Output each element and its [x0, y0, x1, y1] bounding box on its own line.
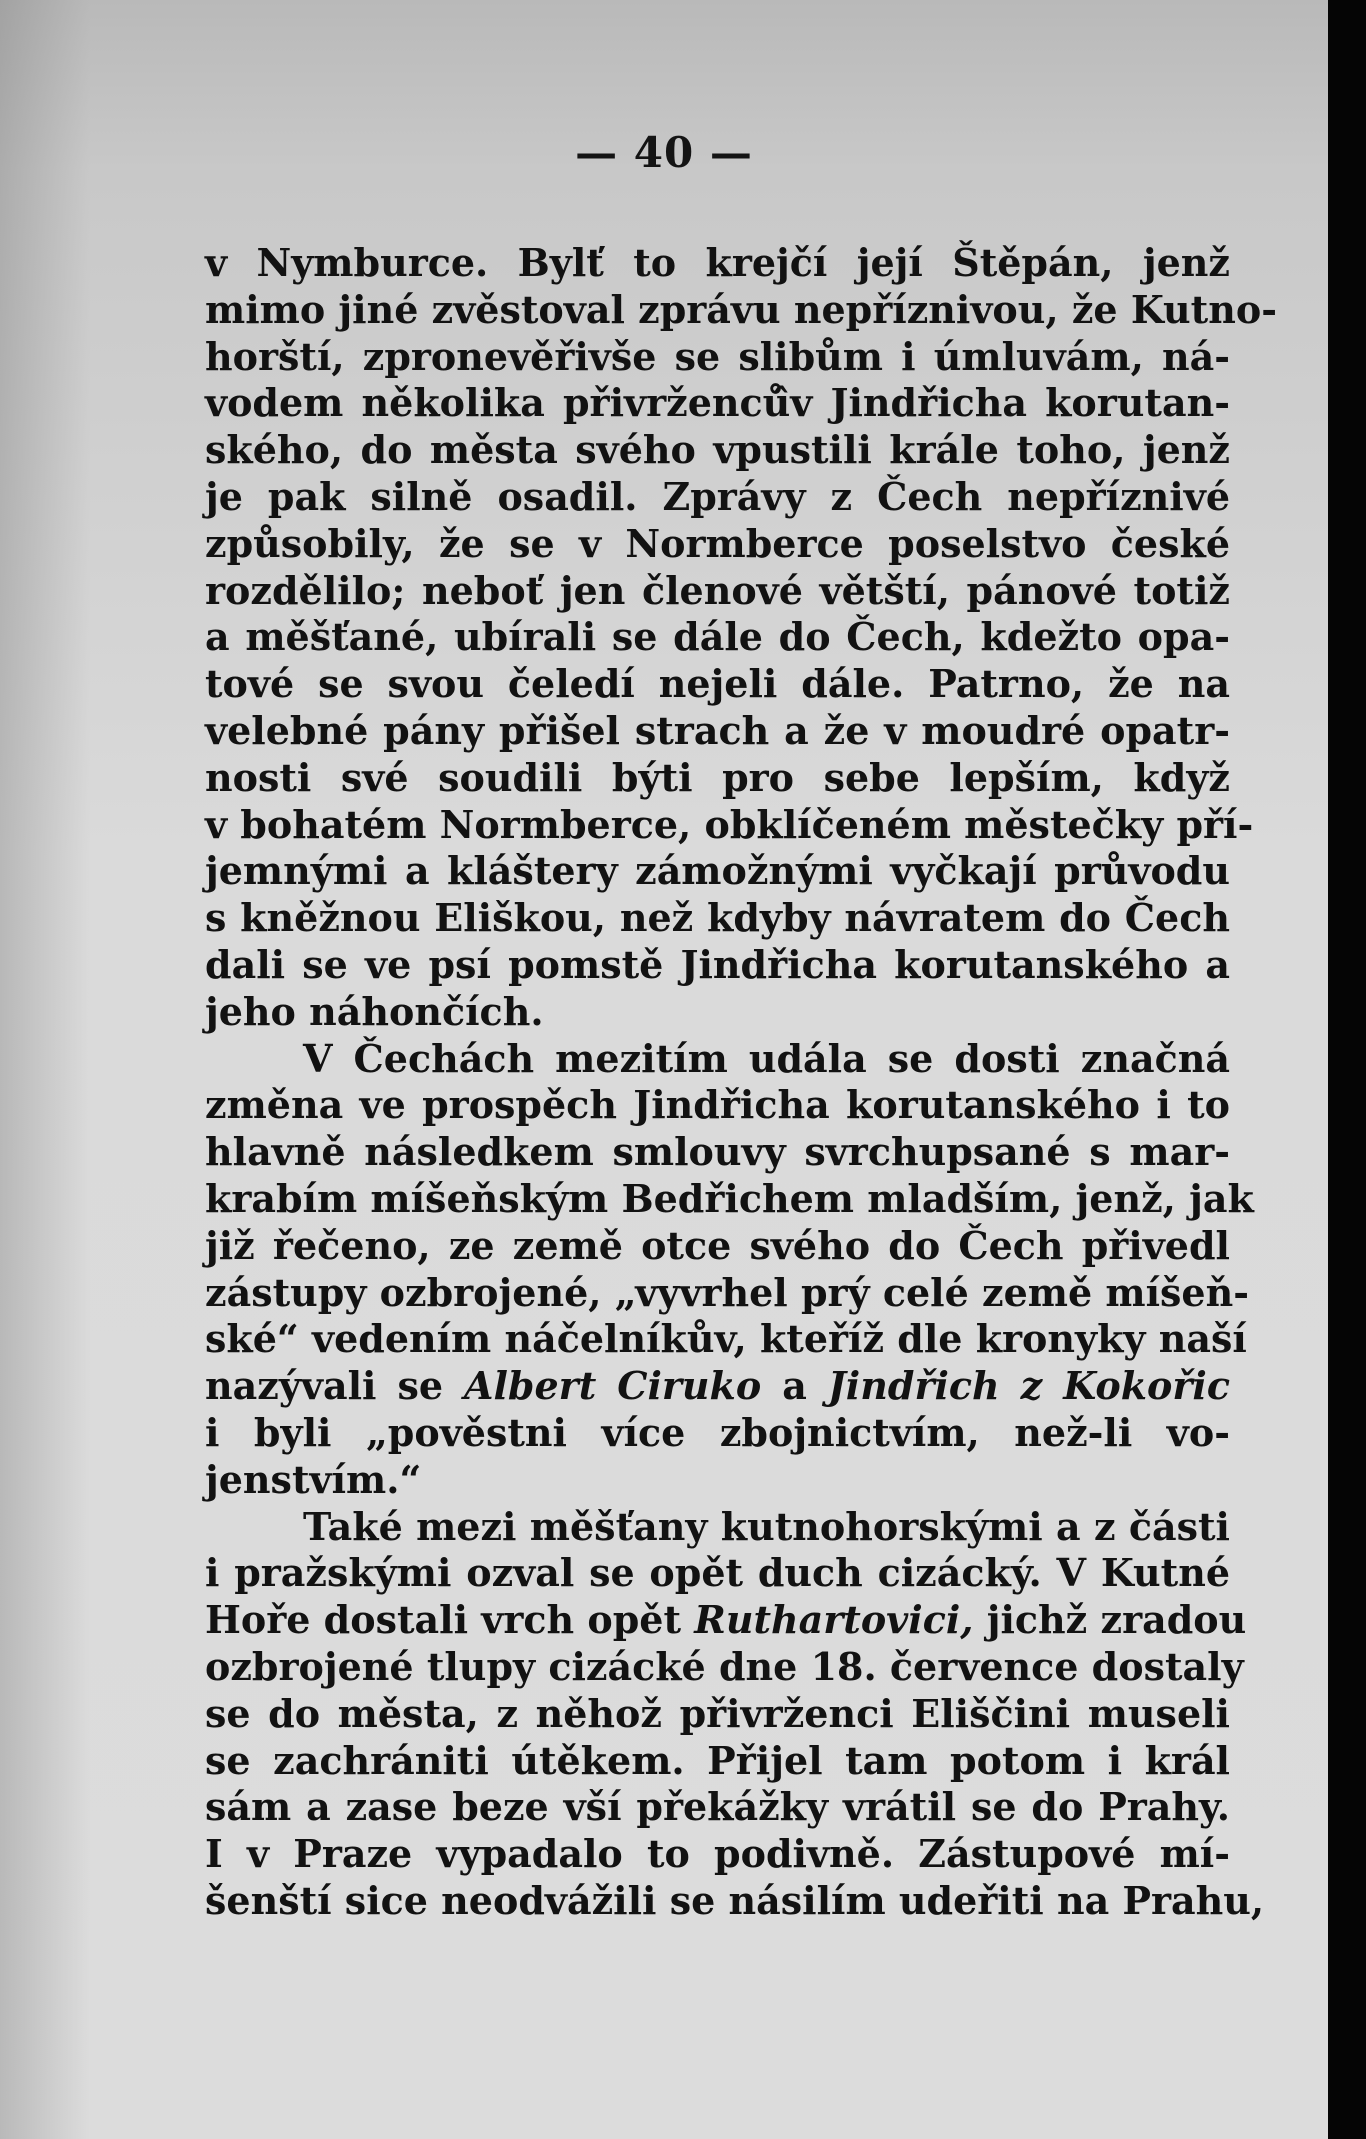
- text-line: V Čechách mezitím udála se dosti značná: [303, 1035, 1230, 1081]
- text-line: šenští sice neodvážili se násilím udeřiti na Prahu,: [205, 1877, 1265, 1923]
- text-line: jeho náhončích.: [205, 988, 544, 1034]
- text-line: ozbrojené tlupy cizácké dne 18. července dostaly: [205, 1643, 1244, 1689]
- italic-name: Ruthartovici,: [694, 1597, 974, 1643]
- text-line: se do města, z něhož přivrženci Eliščini museli: [205, 1690, 1230, 1736]
- text-fragment: nazývali se: [205, 1363, 444, 1409]
- text-line: ské“ vedením náčelníkův, kteříž dle kronyky naší: [205, 1316, 1247, 1362]
- text-line: I v Praze vypadalo to podivně. Zástupové mí-: [205, 1831, 1230, 1877]
- text-line: jenstvím.“: [205, 1456, 422, 1502]
- text-line: v Nymburce. Bylť to krejčí její Štěpán, jenž: [205, 240, 1230, 285]
- text-line: rozdělilo; neboť jen členové větští, pánové totiž: [205, 567, 1230, 613]
- text-line: v bohatém Normberce, obklíčeném městečky pří-: [205, 801, 1254, 847]
- text-line: a měšťané, ubírali se dále do Čech, kdežto opa-: [205, 614, 1230, 660]
- paragraph-2: [205, 1035, 1254, 1504]
- text-line-with-names: [205, 1363, 1230, 1410]
- text-line: vodem několika přivrženců̂v Jindřicha korutan-: [205, 380, 1230, 426]
- text-line: krabím míšeňským Bedřichem mladším, jenž, jak: [205, 1175, 1254, 1221]
- text-line: ského, do města svého vpustili krále toho, jenž: [205, 427, 1230, 473]
- text-fragment: jichž zradou: [986, 1597, 1247, 1643]
- text-line: zástupy ozbrojené, „vyvrhel prý celé země míšeň-: [205, 1269, 1249, 1315]
- text-line: změna ve prospěch Jindřicha korutanského i to: [205, 1082, 1230, 1128]
- paragraph-3: [205, 1503, 1265, 1925]
- text-line: i byli „pověstni více zbojnictvím, než-li vo-: [205, 1409, 1230, 1455]
- text-line: se zachrániti útěkem. Přijel tam potom i král: [205, 1737, 1230, 1783]
- text-fragment: a: [782, 1363, 807, 1409]
- text-line: je pak silně osadil. Zprávy z Čech nepříznivé: [205, 473, 1230, 519]
- text-line: horští, zpronevěřivše se slibům i úmluvám, ná-: [205, 333, 1230, 379]
- body-text: [205, 240, 1277, 1925]
- scan-border: [1328, 0, 1366, 2139]
- text-line: dali se ve psí pomstě Jindřicha korutanského a: [205, 941, 1230, 987]
- text-line: jemnými a kláštery zámožnými vyčkají průvodu: [205, 848, 1230, 894]
- text-line: mimo jiné zvěstoval zprávu nepříznivou, že Kutno-: [205, 286, 1277, 332]
- text-line: velebné pány přišel strach a že v moudré opatr-: [205, 707, 1230, 753]
- page-shading: [0, 0, 90, 2139]
- text-line: sám a zase beze vší překážky vrátil se do Prahy.: [205, 1784, 1230, 1830]
- page-number: — 40 —: [575, 128, 753, 177]
- paragraph-1: [205, 240, 1277, 1036]
- text-line: nosti své soudili býti pro sebe lepším, když: [205, 754, 1230, 800]
- text-line: již řečeno, ze země otce svého do Čech přivedl: [205, 1222, 1230, 1268]
- text-line: tové se svou čeledí nejeli dále. Patrno, že na: [205, 661, 1230, 707]
- text-line: Také mezi měšťany kutnohorskými a z části: [303, 1503, 1230, 1549]
- italic-name: Albert Ciruko: [464, 1363, 762, 1409]
- text-line-with-name: [205, 1597, 1247, 1644]
- text-fragment: Hoře dostali vrch opět: [205, 1597, 682, 1643]
- text-line: i pražskými ozval se opět duch cizácký. V Kutné: [205, 1550, 1230, 1596]
- text-line: způsobily, že se v Normberce poselstvo české: [205, 520, 1230, 566]
- text-line: s kněžnou Eliškou, než kdyby návratem do Čech: [205, 895, 1230, 941]
- text-line: hlavně následkem smlouvy svrchupsané s mar-: [205, 1129, 1230, 1175]
- italic-name: Jindřich z Kokořic: [827, 1363, 1230, 1409]
